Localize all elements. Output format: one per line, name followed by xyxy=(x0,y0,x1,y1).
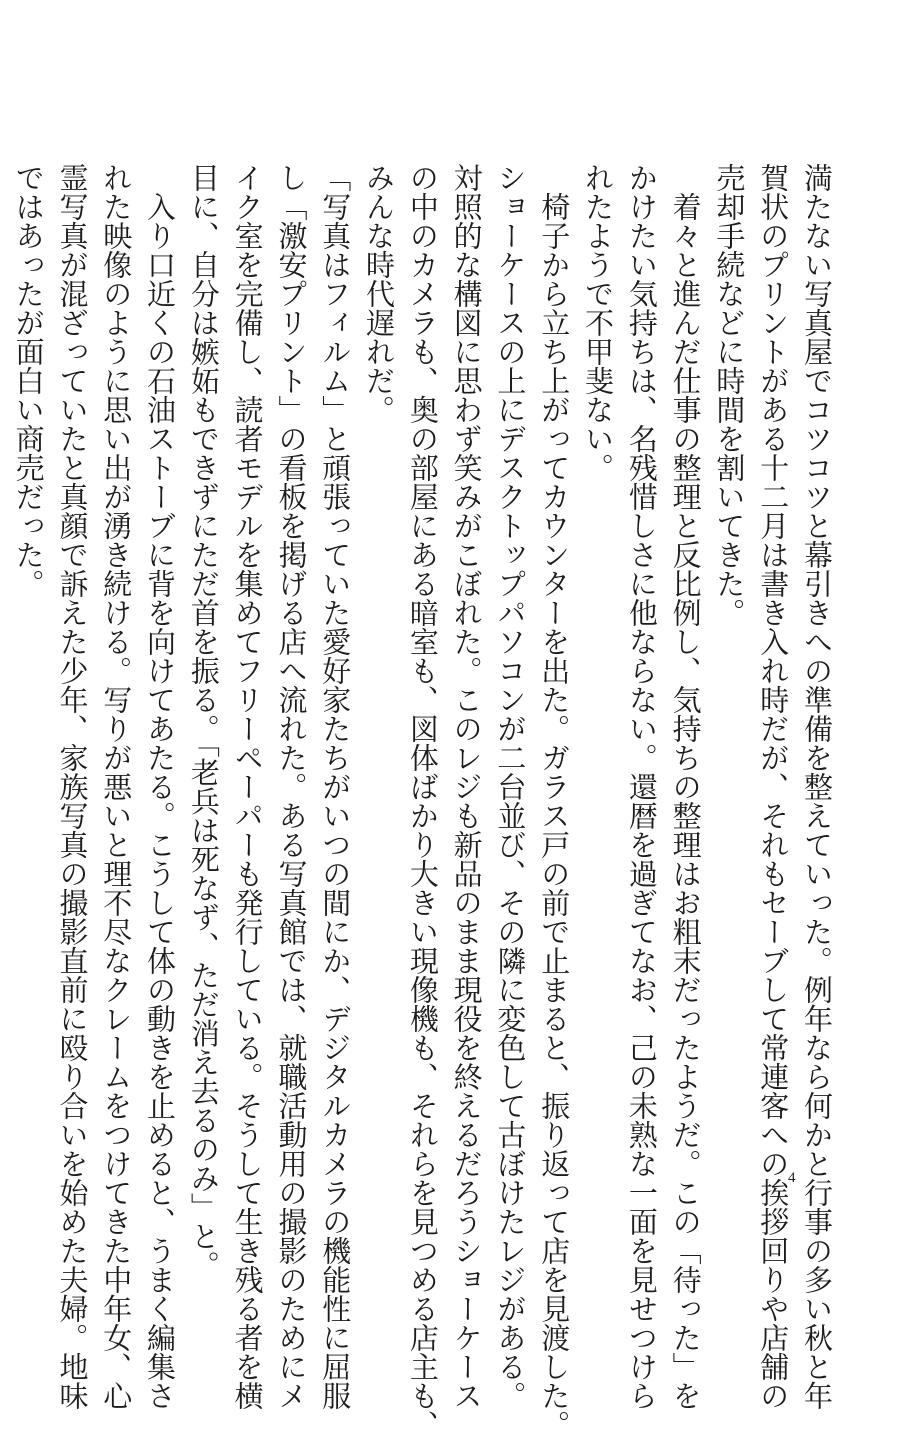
text-column: 霊写真が混ざっていたと真顔で訴えた少年、家族写真の撮影直前に殴り合いを始めた夫婦。地味 xyxy=(55,163,90,1410)
text-column: ではあったが面白い商売だった。 xyxy=(11,163,46,598)
text-column: 入り口近くの石油ストーブに背を向けてあたる。こうして体の動きを止めると、うまく編集さ xyxy=(143,163,178,1410)
vertical-text-body xyxy=(0,163,838,1439)
text-column: 着々と進んだ仕事の整理と反比例し、気持ちの整理はお粗末だったようだ。この「待った」を xyxy=(668,163,703,1410)
text-column: 椅子から立ち上がってカウンターを出た。ガラス戸の前で止まると、振り返って店を見渡した。 xyxy=(537,163,572,1439)
text-column: 賀状のプリントがある十二月は書き入れ時だが、それもセーブして常連客への挨拶回りや店舗の xyxy=(756,163,791,1410)
text-column: 満たない写真屋でコツコツと幕引きへの準備を整えていった。例年なら何かと行事の多い秋と年 xyxy=(800,163,834,1410)
text-column: れた映像のように思い出が湧き続ける。写りが悪いと理不尽なクレームをつけてきた中年女、心 xyxy=(99,163,134,1410)
text-column: し「激安プリント」の看板を掲げる店へ流れた。ある写真館では、就職活動用の撮影のためにメ xyxy=(274,163,309,1410)
text-column: 「写真はフィルム」と頑張っていた愛好家たちがいつの間にか、デジタルカメラの機能性に屈服 xyxy=(318,163,353,1410)
text-column: みんな時代遅れだ。 xyxy=(362,163,397,424)
text-column: イク室を完備し、読者モデルを集めてフリーペーパーも発行している。そうして生き残る者を横 xyxy=(230,163,265,1410)
text-column xyxy=(0,163,6,1153)
text-column: かけたい気持ちは、名残惜しさに他ならない。還暦を過ぎてなお、己の未熟な一面を見せつけら xyxy=(624,163,659,1410)
text-column: ショーケースの上にデスクトップパソコンが二台並び、その隣に変色して古ぼけたレジがある。 xyxy=(493,163,528,1410)
page-number: 4 xyxy=(788,1170,796,1186)
text-column: 対照的な構図に思わず笑みがこぼれた。このレジも新品のまま現役を終えるだろうショーケース xyxy=(449,163,484,1410)
text-column: れたようで不甲斐ない。 xyxy=(581,163,616,482)
text-column: の中のカメラも、奥の部屋にある暗室も、図体ばかり大きい現像機も、それらを見つめる店主も、 xyxy=(405,163,440,1439)
text-column: 売却手続などに時間を割いてきた。 xyxy=(712,163,747,627)
text-column: 目に、自分は嫉妬もできずにただ首を振る。「老兵は死なず、ただ消え去るのみ」と。 xyxy=(186,163,221,1280)
